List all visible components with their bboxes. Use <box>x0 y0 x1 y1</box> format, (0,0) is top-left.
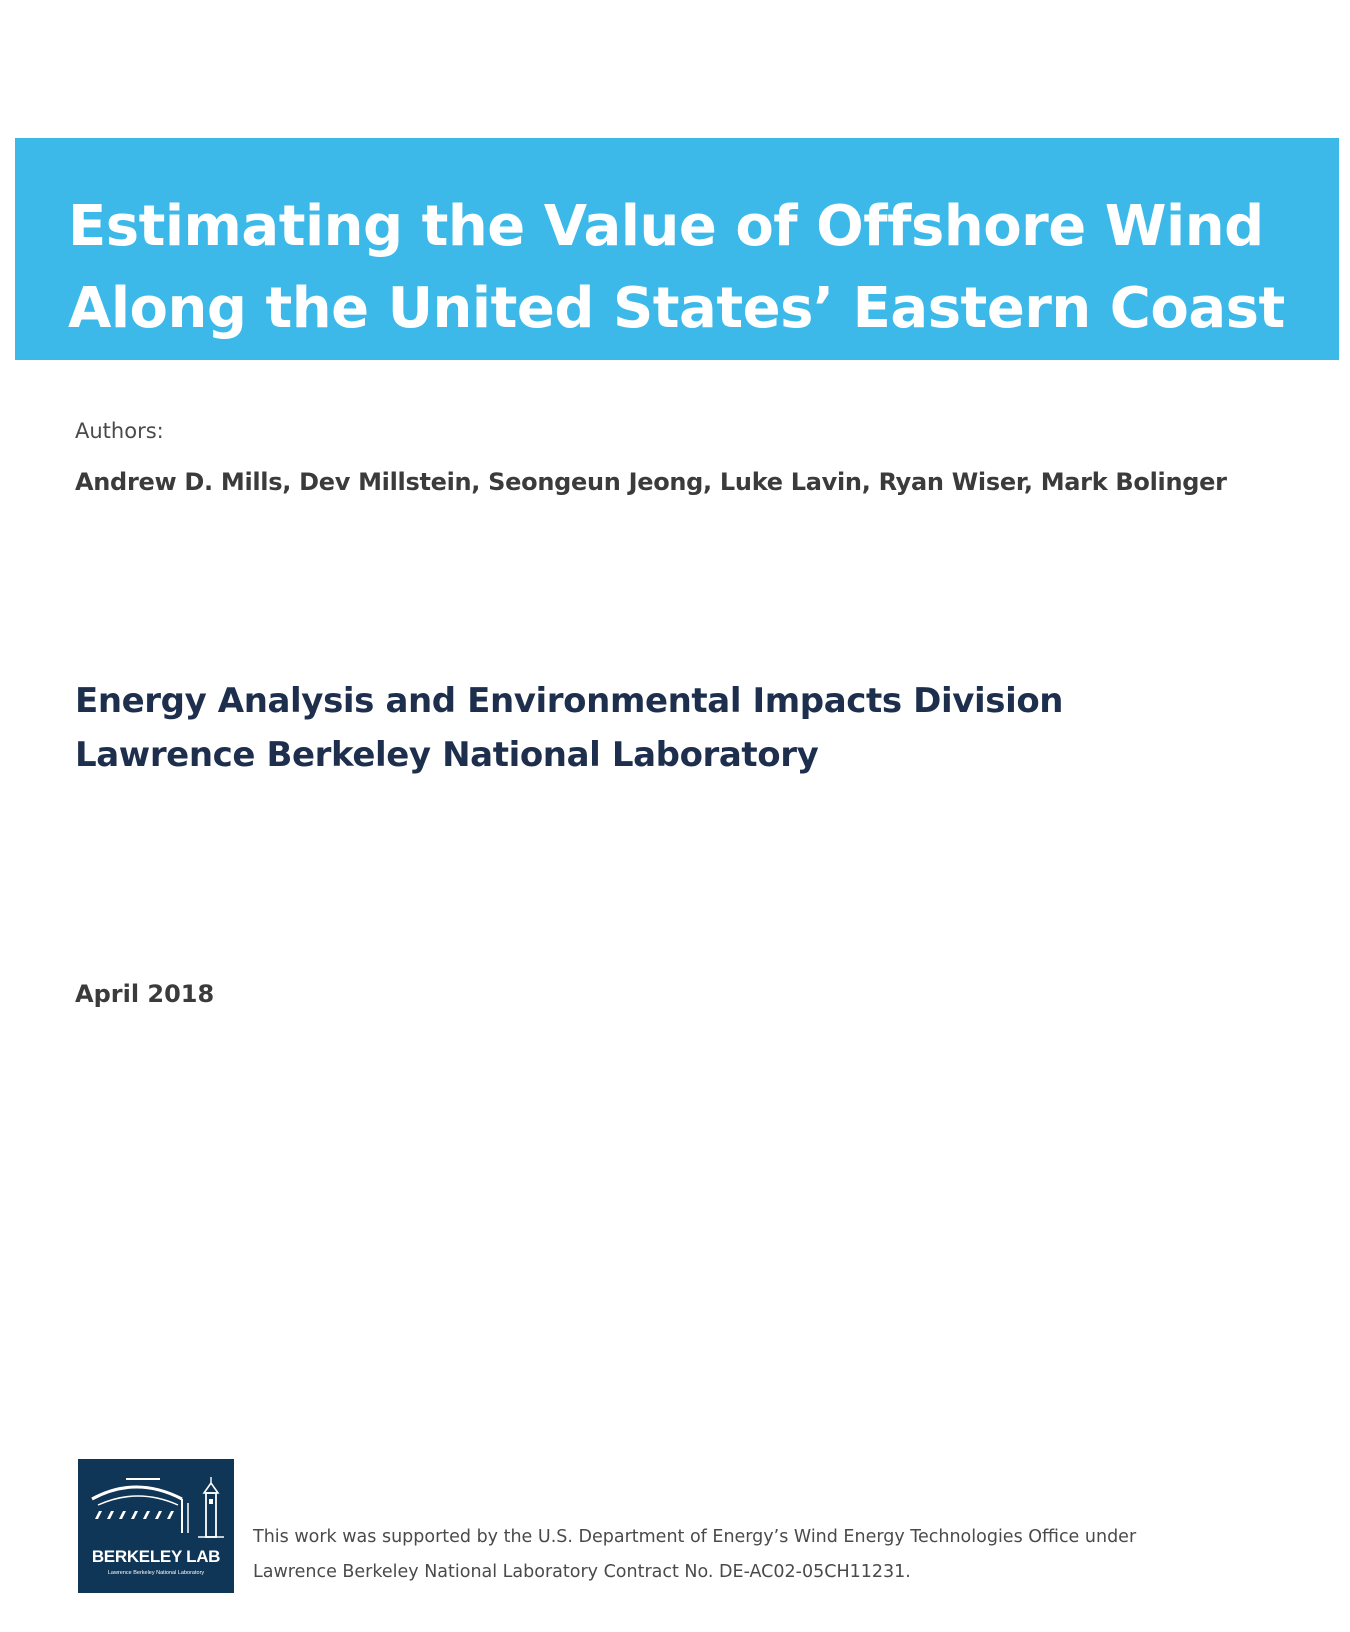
funding-line-1: This work was supported by the U.S. Department of Energy’s Wind Energy Technologies Office under <box>253 1527 1137 1547</box>
publication-date: April 2018 <box>75 980 215 1008</box>
authors-names: Andrew D. Mills, Dev Millstein, Seongeun Jeong, Luke Lavin, Ryan Wiser, Mark Bolinger <box>75 468 1227 496</box>
report-title-line-2: Along the United States’ Eastern Coast <box>68 276 1285 341</box>
title-banner <box>15 138 1339 360</box>
funding-line-2: Lawrence Berkeley National Laboratory Contract No. DE-AC02-05CH11231. <box>253 1562 911 1582</box>
logo-subtitle: Lawrence Berkeley National Laboratory <box>107 1570 205 1576</box>
report-title-line-1: Estimating the Value of Offshore Wind <box>68 194 1264 259</box>
berkeley-lab-building-icon <box>78 1459 234 1549</box>
organization-block <box>75 674 1063 782</box>
logo-wordmark: BERKELEY LAB <box>91 1547 221 1566</box>
laboratory-name: Lawrence Berkeley National Laboratory <box>75 735 819 775</box>
authors-label: Authors: <box>75 419 164 443</box>
division-name: Energy Analysis and Environmental Impacts Division <box>75 681 1064 721</box>
berkeley-lab-logo <box>78 1459 234 1593</box>
funding-acknowledgement <box>253 1520 1136 1590</box>
